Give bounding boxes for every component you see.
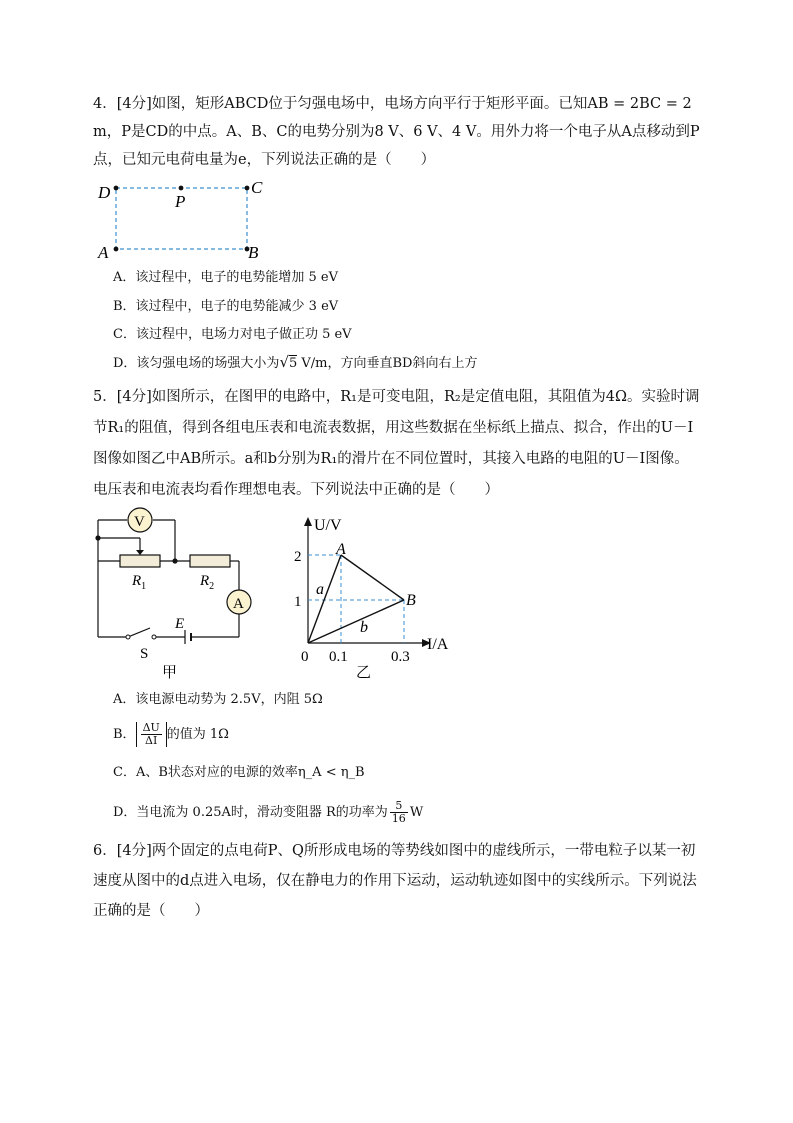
q5-option-b-suffix: 的值为 1Ω <box>166 727 229 742</box>
q5-option-a[interactable]: A．该电源电动势为 2.5V，内阻 5Ω <box>113 692 323 707</box>
y-tick-2: 2 <box>294 549 302 565</box>
q4-option-a[interactable]: A．该过程中，电子的电势能增加 5 eV <box>113 270 339 285</box>
u-i-graph <box>285 510 460 685</box>
q5-option-d[interactable] <box>113 800 423 825</box>
origin-label: 0 <box>301 649 309 665</box>
abs-bars <box>136 722 167 747</box>
voltmeter-label: V <box>134 514 145 530</box>
q5-option-b-numerator: ΔU <box>142 721 160 734</box>
sqrt-symbol: √ <box>279 353 289 371</box>
circuit-diagram <box>90 505 260 685</box>
q4-option-d-suffix: V/m，方向垂直BD斜向右上方 <box>297 356 478 371</box>
r1-subscript: 1 <box>141 581 147 592</box>
y-axis-label: U/V <box>314 517 342 534</box>
switch-label: S <box>140 646 149 662</box>
label-A: A <box>98 243 109 262</box>
r2-subscript: 2 <box>209 581 215 592</box>
label-P: P <box>175 192 186 211</box>
r1-label: R <box>132 573 142 589</box>
q5-option-c[interactable]: C．A、B状态对应的电源的效率η_A < η_B <box>113 765 365 780</box>
r2-label: R <box>200 573 210 589</box>
circuit-caption: 甲 <box>162 665 178 681</box>
q4-option-c[interactable]: C．该过程中，电场力对电子做正功 5 eV <box>113 327 352 342</box>
label-D: D <box>98 183 111 202</box>
point-b-label: B <box>406 592 416 609</box>
svg-text:R1 <box>131 573 146 592</box>
line-a-label: a <box>316 581 324 598</box>
q4-option-d[interactable] <box>113 352 478 374</box>
ammeter-label: A <box>233 596 244 612</box>
x-tick-0.3: 0.3 <box>391 649 410 665</box>
emf-label: E <box>175 616 185 632</box>
q4-option-b[interactable]: B．该过程中，电子的电势能减少 3 eV <box>113 299 339 314</box>
q5-option-d-prefix: D．当电流为 0.25A时，滑动变阻器 R的功率为 <box>113 805 388 820</box>
graph-caption: 乙 <box>356 665 372 681</box>
question-5-stem: 5．[4分]如图所示，在图甲的电路中，R₁是可变电阻，R₂是定值电阻，其阻值为4Ω。实验时调节R₁的阻值，得到各组电压表和电流表数据，用这些数据在坐标纸上描点、拟合，作出的U－I图像如图乙中AB所示。a和b分别为R₁的滑片在不同位置时，其接入电路的电阻的U－I图像。电压表和电流表均看作理想电表。下列说法中正确的是（ ） <box>93 389 700 498</box>
label-C: C <box>251 178 263 197</box>
point-a-label: A <box>336 541 346 558</box>
q4-option-d-sqrt-value: 5 <box>289 356 298 371</box>
q5-option-d-numerator: 5 <box>390 800 408 813</box>
q5-option-b-denominator: ΔI <box>145 734 158 747</box>
x-tick-0.1: 0.1 <box>329 649 348 665</box>
q5-option-b-prefix: B． <box>113 727 136 742</box>
question-4-stem: 4．[4分]如图，矩形ABCD位于匀强电场中，电场方向平行于矩形平面。已知AB = 2BC = 2 m，P是CD的中点。A、B、C的电势分别为8 V、6 V、4 V。用外力将一个电子从A点移动到P点，已知元电荷电量为e，下列说法正确的是（ ） <box>93 96 700 168</box>
q5-option-b[interactable] <box>113 722 229 747</box>
x-axis-label: I/A <box>427 636 449 653</box>
q4-option-d-prefix: D．该匀强电场的场强大小为 <box>113 356 280 371</box>
svg-text:R2 <box>199 573 214 592</box>
rectangle-figure <box>95 174 275 264</box>
line-b-label: b <box>360 619 368 636</box>
y-tick-1: 1 <box>294 594 302 610</box>
q5-option-d-denominator: 16 <box>391 812 406 825</box>
label-B: B <box>248 243 259 262</box>
svg-text:U/V <box>314 517 342 534</box>
q5-option-d-suffix: W <box>409 805 424 820</box>
question-6-stem: 6．[4分]两个固定的点电荷P、Q所形成电场的等势线如图中的虚线所示，一带电粒子以某一初速度从图中的d点进入电场，仅在静电力的作用下运动，运动轨迹如图中的实线所示。下列说法正确的是（ ） <box>93 843 697 919</box>
